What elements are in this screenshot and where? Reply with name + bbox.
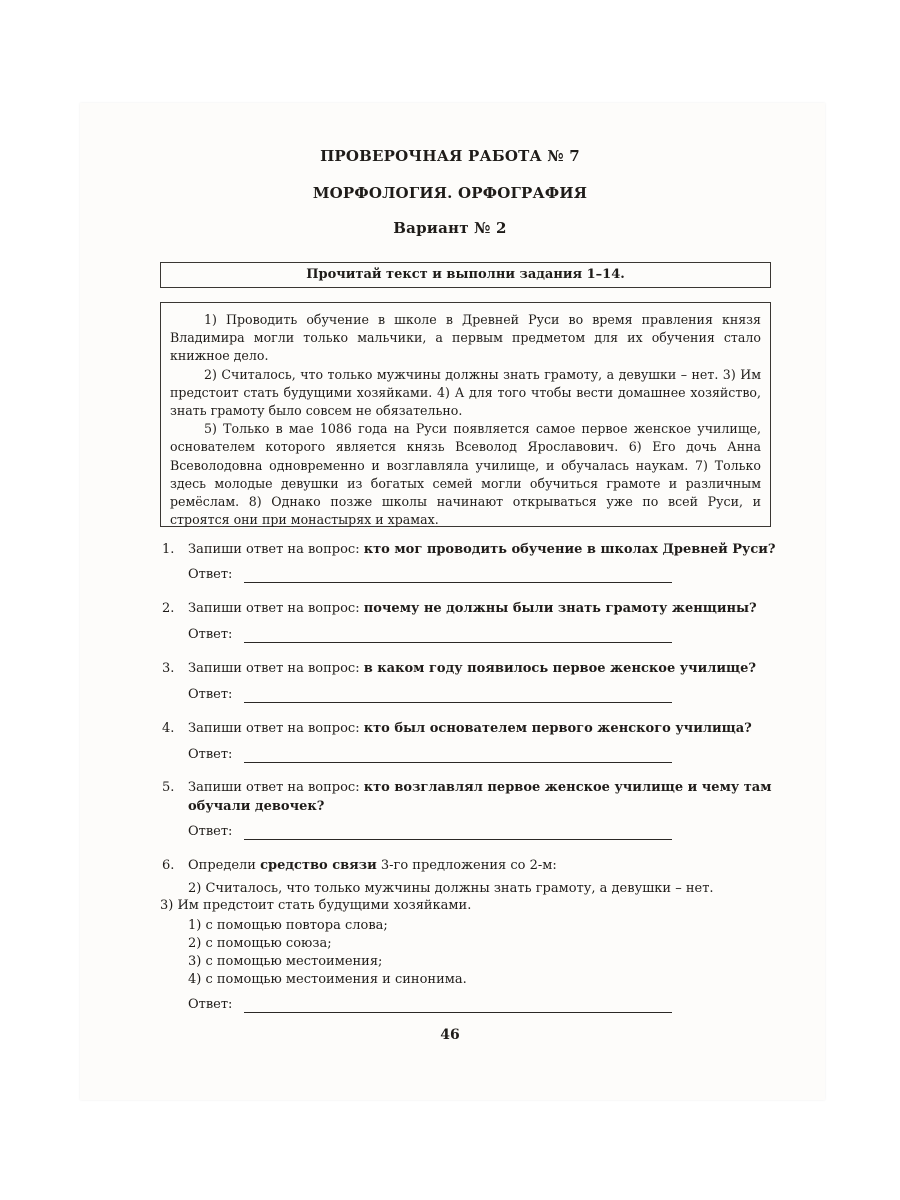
question-number: 2. <box>162 601 175 616</box>
question-bold: кто был основателем первого женского училища? <box>363 721 752 736</box>
question-bold: средство связи <box>260 858 377 873</box>
question-bold: почему не должны были знать грамоту женщины? <box>363 601 757 616</box>
instruction-text: Прочитай текст и выполни задания 1–14. <box>306 267 625 282</box>
option-3: 3) с помощью местоимения; <box>188 954 383 969</box>
question-number: 1. <box>162 542 175 557</box>
question-6 <box>162 856 788 875</box>
answer-label: Ответ: <box>188 997 233 1012</box>
page-number: 46 <box>440 1027 460 1043</box>
answer-line[interactable] <box>244 702 672 703</box>
work-subtitle: МОРФОЛОГИЯ. ОРФОГРАФИЯ <box>312 184 588 202</box>
question-number: 6. <box>162 858 175 873</box>
answer-label: Ответ: <box>188 567 233 582</box>
question-number: 3. <box>162 661 175 676</box>
text-paragraph: 1) Проводить обучение в школе в Древней Руси во время правления князя Владимира могли только мальчики, а первым предметом для их обучения стало книжное дело. <box>170 312 761 364</box>
question-prefix: Определи <box>188 858 261 873</box>
variant-label: Вариант № 2 <box>393 219 507 237</box>
answer-line[interactable] <box>244 762 672 763</box>
quote-line-1: 2) Считалось, что только мужчины должны знать грамоту, а девушки – нет. <box>188 881 714 896</box>
question-3 <box>162 659 788 678</box>
text-paragraph: 5) Только в мае 1086 года на Руси появляется самое первое женское училище, основателем которого является князь Всеволод Ярославович. 6) Его дочь Анна Всеволодовна одновременно и возглавляла училище, и обучалась наукам. 7) Только здесь молодые девушки из богатых семей могли обучиться грамоте и различным ремёслам. 8) Однако позже школы начинают открываться уже по всей Руси, и строятся они при монастырях и храмах. <box>170 421 761 528</box>
question-2 <box>162 599 788 618</box>
work-title: ПРОВЕРОЧНАЯ РАБОТА № 7 <box>320 147 580 165</box>
question-bold: обучали девочек? <box>188 799 325 814</box>
question-prefix: Запиши ответ на вопрос: <box>188 661 364 676</box>
question-prefix: Запиши ответ на вопрос: <box>188 780 364 795</box>
question-bold: кто возглавлял первое женское училище и чему там <box>363 780 772 795</box>
quote-line-2: 3) Им предстоит стать будущими хозяйками. <box>160 898 472 913</box>
answer-label: Ответ: <box>188 747 233 762</box>
answer-line[interactable] <box>244 642 672 643</box>
question-prefix: Запиши ответ на вопрос: <box>188 601 364 616</box>
question-number: 4. <box>162 721 175 736</box>
instruction-box <box>160 262 771 288</box>
answer-line[interactable] <box>244 1012 672 1013</box>
question-prefix: Запиши ответ на вопрос: <box>188 542 364 557</box>
answer-label: Ответ: <box>188 687 233 702</box>
question-bold: кто мог проводить обучение в школах Древней Руси? <box>363 542 776 557</box>
question-number: 5. <box>162 780 175 795</box>
question-1 <box>162 540 788 559</box>
question-suffix: 3-го предложения со 2-м: <box>376 858 557 873</box>
answer-line[interactable] <box>244 582 672 583</box>
answer-label: Ответ: <box>188 627 233 642</box>
reading-text-box <box>160 302 771 527</box>
option-2: 2) с помощью союза; <box>188 936 332 951</box>
question-5 <box>162 778 788 816</box>
answer-label: Ответ: <box>188 824 233 839</box>
option-4: 4) с помощью местоимения и синонима. <box>188 972 467 987</box>
answer-line[interactable] <box>244 839 672 840</box>
text-paragraph: 2) Считалось, что только мужчины должны знать грамоту, а девушки – нет. 3) Им предстоит стать будущими хозяйками. 4) А для того чтобы вести домашнее хозяйство, знать грамоту было совсем не обязательно. <box>170 366 761 419</box>
option-1: 1) с помощью повтора слова; <box>188 918 388 933</box>
question-4 <box>162 719 788 738</box>
question-bold: в каком году появилось первое женское училище? <box>363 661 756 676</box>
question-prefix: Запиши ответ на вопрос: <box>188 721 364 736</box>
